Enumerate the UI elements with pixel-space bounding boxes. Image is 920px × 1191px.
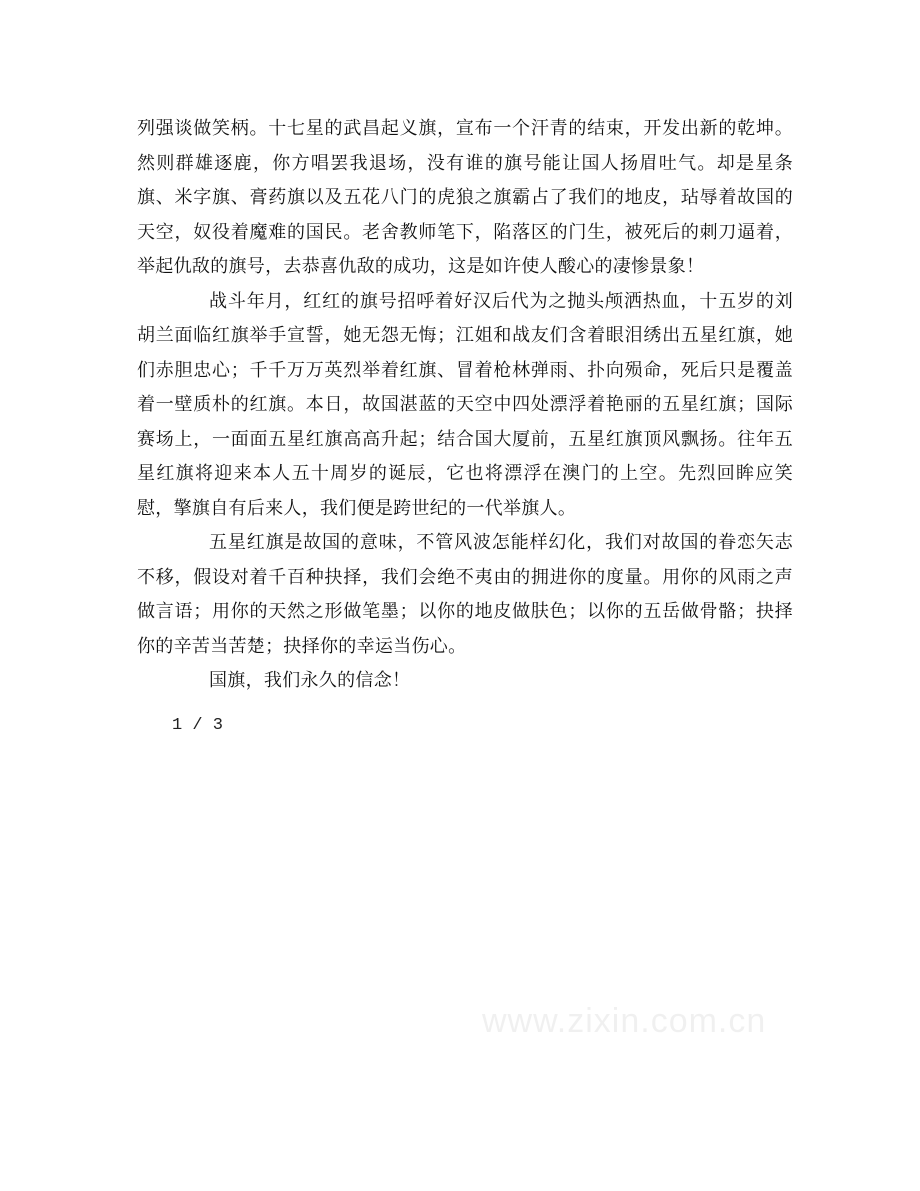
paragraph-2: 战斗年月，红红的旗号招呼着好汉后代为之抛头颅洒热血，十五岁的刘胡兰面临红旗举手宣誓，她无怨无悔；江姐和战友们含着眼泪绣出五星红旗，她们赤胆忠心；千千万万英烈举着红旗、冒着枪林弹雨、扑向殒命，死后只是覆盖着一壁质朴的红旗。本日，故国湛蓝的天空中四处漂浮着艳丽的五星红旗；国际赛场上，一面面五星红旗高高升起；结合国大厦前，五星红旗顶风飘扬。往年五星红旗将迎来本人五十周岁的诞辰，它也将漂浮在澳门的上空。先烈回眸应笑慰，擎旗自有后来人，我们便是跨世纪的一代举旗人。 xyxy=(137,290,793,519)
watermark: www.zixin.com.cn xyxy=(482,1002,767,1040)
page-number: 1 / 3 xyxy=(172,716,224,735)
paragraph-1: 列强谈做笑柄。十七星的武昌起义旗，宣布一个汗青的结束，开发出新的乾坤。然则群雄逐鹿，你方唱罢我退场，没有谁的旗号能让国人扬眉吐气。却是星条旗、米字旗、膏药旗以及五花八门的虎狼之旗霸占了我们的地皮，玷辱着故国的天空，奴役着魔难的国民。老舍教师笔下，陷落区的门生，被死后的刺刀逼着，举起仇敌的旗号，去恭喜仇敌的成功，这是如许使人酸心的凄惨景象！ xyxy=(137,118,793,277)
document-body xyxy=(137,112,793,699)
paragraph-3: 五星红旗是故国的意味，不管风波怎能样幻化，我们对故国的眷恋矢志不移，假设对着千百种抉择，我们会绝不夷由的拥进你的度量。用你的风雨之声做言语；用你的天然之形做笔墨；以你的地皮做肤色；以你的五岳做骨骼；抉择你的辛苦当苦楚；抉择你的幸运当伤心。 xyxy=(137,532,793,657)
paragraph-4: 国旗，我们永久的信念！ xyxy=(209,670,411,691)
